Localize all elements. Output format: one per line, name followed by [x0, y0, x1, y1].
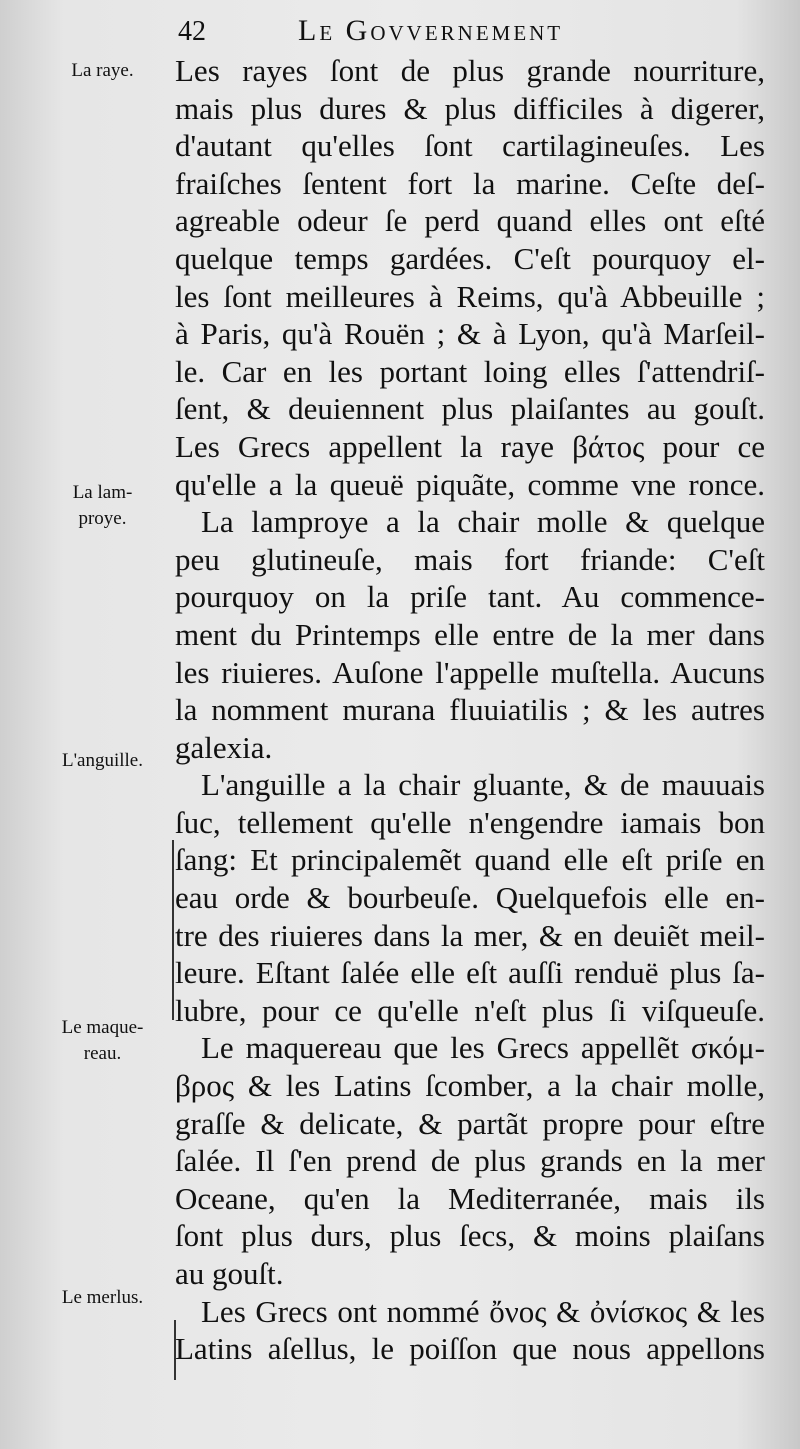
text-line: graſſe & delicate, & partãt propre pour eſtre	[175, 1105, 765, 1141]
text-line: pourquoy on la priſe tant. Au commence-	[175, 579, 765, 615]
text-line: au gouſt.	[175, 1256, 284, 1291]
margin-rule	[172, 840, 174, 1020]
text-line: à Paris, qu'à Rouën ; & à Lyon, qu'à Marſeil-	[175, 316, 765, 352]
margin-note-maquereau-2: reau.	[83, 1043, 122, 1064]
text-line: le. Car en les portant loing elles ſ'attendriſ-	[175, 353, 765, 389]
text-line: Les Grecs ont nommé ὄνος & ὀνίσκος & les	[201, 1293, 765, 1329]
margin-note-maquereau-1: Le maque-	[61, 1017, 144, 1038]
text-line: galexia.	[175, 729, 273, 765]
margin-note-lamproye-1: La lam-	[72, 482, 133, 503]
text-line: les ſont meilleures à Reims, qu'à Abbeuille ;	[175, 278, 765, 314]
text-line: La lamproye a la chair molle & quelque	[201, 504, 765, 540]
margin-note-anguille: L'anguille.	[62, 750, 143, 771]
page-header	[178, 10, 778, 50]
text-line: Les Grecs appellent la raye βάτος pour ce	[175, 428, 765, 464]
text-line: ſent, & deuiennent plus plaiſantes au gouſt.	[175, 391, 765, 427]
margin-note-raye: La raye.	[71, 60, 134, 81]
margin-note-merlus: Le merlus.	[61, 1287, 144, 1308]
page-number: 42	[178, 16, 206, 47]
text-line: ſang: Et principalemẽt quand elle eſt priſe en	[175, 842, 765, 878]
running-title: Le Govvernement	[298, 14, 564, 47]
text-line: fraiſches ſentent fort la marine. Ceſte deſ-	[175, 165, 765, 201]
text-line: ſuc, tellement qu'elle n'engendre iamais bon	[175, 804, 765, 840]
text-line: tre des riuieres dans la mer, & en deuiẽt meil-	[175, 917, 765, 953]
text-line: L'anguille a la chair gluante, & de mauuais	[201, 767, 765, 803]
text-line: peu glutineuſe, mais fort friande: C'eſt	[175, 541, 765, 577]
text-line: d'autant qu'elles ſont cartilagineuſes. Les	[175, 128, 765, 164]
text-line: agreable odeur ſe perd quand elles ont eſté	[175, 203, 765, 239]
text-line: ſalée. Il ſ'en prend de plus grands en la mer	[175, 1143, 765, 1179]
text-line: mais plus dures & plus difficiles à digerer,	[175, 90, 765, 126]
text-line: ment du Printemps elle entre de la mer dans	[175, 616, 765, 652]
text-line: eau orde & bourbeuſe. Quelquefois elle en-	[175, 880, 765, 916]
margin-note-lamproye-2: proye.	[78, 508, 127, 529]
text-line: la nomment murana fluuiatilis ; & les autres	[175, 692, 765, 728]
text-line: lubre, pour ce qu'elle n'eſt plus ſi viſqueuſe.	[175, 992, 765, 1028]
text-line: leure. Eſtant ſalée elle eſt auſſi renduë plus ſa-	[175, 955, 765, 991]
text-line: Latins aſellus, le poiſſon que nous appellons	[175, 1331, 765, 1367]
text-line: Les rayes ſont de plus grande nourriture,	[175, 53, 765, 88]
text-line: quelque temps gardées. C'eſt pourquoy el-	[175, 240, 765, 276]
text-line: βρος & les Latins ſcomber, a la chair molle,	[175, 1068, 765, 1104]
text-line: les riuieres. Auſone l'appelle muſtella. Aucuns	[175, 654, 765, 690]
body-text	[175, 52, 765, 1368]
text-line: ſont plus durs, plus ſecs, & moins plaiſans	[175, 1218, 765, 1254]
text-line: qu'elle a la queuë piquãte, comme vne ronce.	[175, 466, 765, 502]
text-line: Le maquereau que les Grecs appellẽt σκόμ-	[201, 1030, 765, 1066]
text-line: Oceane, qu'en la Mediterranée, mais ils	[175, 1180, 765, 1216]
